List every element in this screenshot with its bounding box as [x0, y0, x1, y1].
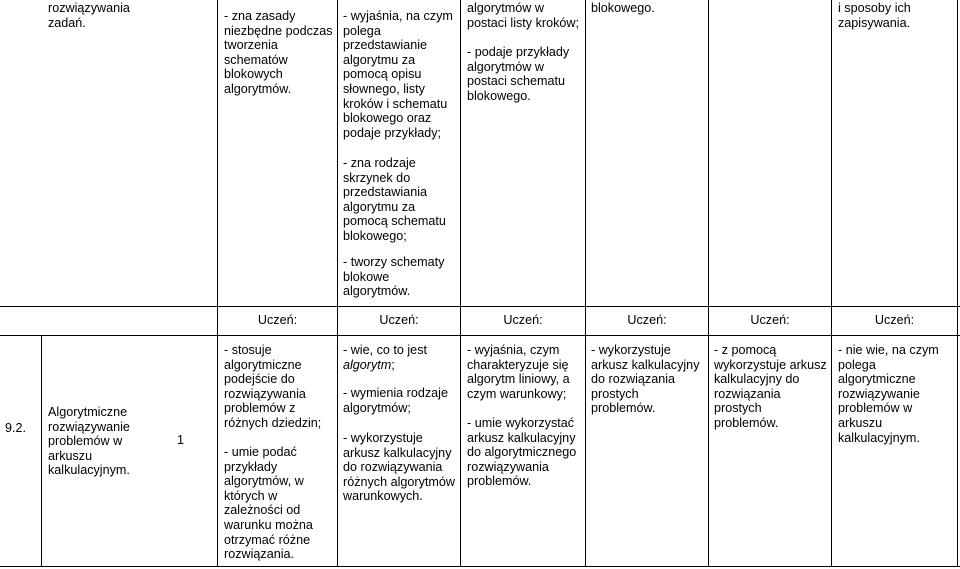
- top-col3-text-a: - wyjaśnia, na czym polega przedstawianie algorytmu za pomocą opisu słownego, listy kroków i schematu blokowego oraz podaje przykłady;: [343, 9, 453, 140]
- header-uczen-col3: Uczeń:: [503, 313, 543, 327]
- col-divider: [585, 0, 586, 566]
- section-col6-text: - nie wie, na czym polega algorytmiczne rozwiązywanie problemów w arkuszu kalkulacyjnym.: [838, 343, 939, 445]
- col-divider: [957, 0, 958, 566]
- top-col3-text-c: - tworzy schematy blokowe algorytmów.: [343, 255, 445, 299]
- section-col5-text: - z pomocą wykorzystuje arkusz kalkulacyjny do rozwiązania prostych problemów.: [714, 343, 827, 430]
- col-divider: [217, 0, 218, 566]
- top-col3-text-b: - zna rodzaje skrzynek do przedstawiania algorytmu za pomocą schematu blokowego;: [343, 156, 446, 243]
- section-hours: 1: [177, 433, 185, 447]
- col-divider: [708, 0, 709, 566]
- section-col2-text-a: [343, 343, 427, 372]
- row-divider-header-bottom: [0, 335, 960, 336]
- header-uczen-col4: Uczeń:: [627, 313, 667, 327]
- col-divider: [831, 0, 832, 566]
- row-divider-bottom: [0, 566, 960, 567]
- header-uczen-col6: Uczeń:: [874, 313, 915, 327]
- top-col2-text: - zna zasady niezbędne podczas tworzenia schematów blokowych algorytmów.: [224, 9, 333, 96]
- section-col2-text-c: - wykorzystuje arkusz kalkulacyjny do rozwiązywania różnych algorytmów warunkowych.: [343, 431, 455, 504]
- col-divider: [460, 0, 461, 566]
- top-topic-text: rozwiązywania zadań.: [48, 1, 130, 30]
- section-col2-term: algorytm: [343, 357, 392, 372]
- row-divider-header-top: [0, 306, 960, 307]
- header-uczen-col5: Uczeń:: [750, 313, 790, 327]
- top-col4-text-b: - podaje przykłady algorytmów w postaci schematu blokowego.: [467, 45, 570, 103]
- section-col1-text-a: - stosuje algorytmiczne podejście do rozwiązywania problemów z różnych dziedzin;: [224, 343, 322, 430]
- section-col1-text-b: - umie podać przykłady algorytmów, w których w zależności od warunku można otrzymać różne rozwiązania.: [224, 445, 313, 562]
- top-col4-text-a: algorytmów w postaci listy kroków;: [467, 1, 579, 30]
- section-number: 9.2.: [5, 421, 27, 435]
- col-divider: [337, 0, 338, 566]
- col-divider: [41, 335, 42, 566]
- top-col6-text: i sposoby ich zapisywania.: [838, 1, 911, 30]
- section-col3-text-b: - umie wykorzystać arkusz kalkulacyjny do algorytmicznego rozwiązywania problemów.: [467, 416, 577, 489]
- section-topic: Algorytmiczne rozwiązywanie problemów w arkuszu kalkulacyjnym.: [48, 405, 130, 478]
- section-col3-text-a: - wyjaśnia, czym charakteryzuje się algorytm liniowy, a czym warunkowy;: [467, 343, 570, 401]
- section-col2-prefix: - wie, co to jest: [343, 343, 427, 357]
- section-col2-text-b: - wymienia rodzaje algorytmów;: [343, 386, 448, 415]
- section-col2-suffix: ;: [391, 357, 395, 372]
- header-uczen-col1: Uczeń:: [257, 313, 298, 327]
- top-col5-text: blokowego.: [591, 1, 655, 15]
- header-uczen-col2: Uczeń:: [379, 313, 419, 327]
- section-col4-text: - wykorzystuje arkusz kalkulacyjny do rozwiązania prostych problemów.: [591, 343, 700, 416]
